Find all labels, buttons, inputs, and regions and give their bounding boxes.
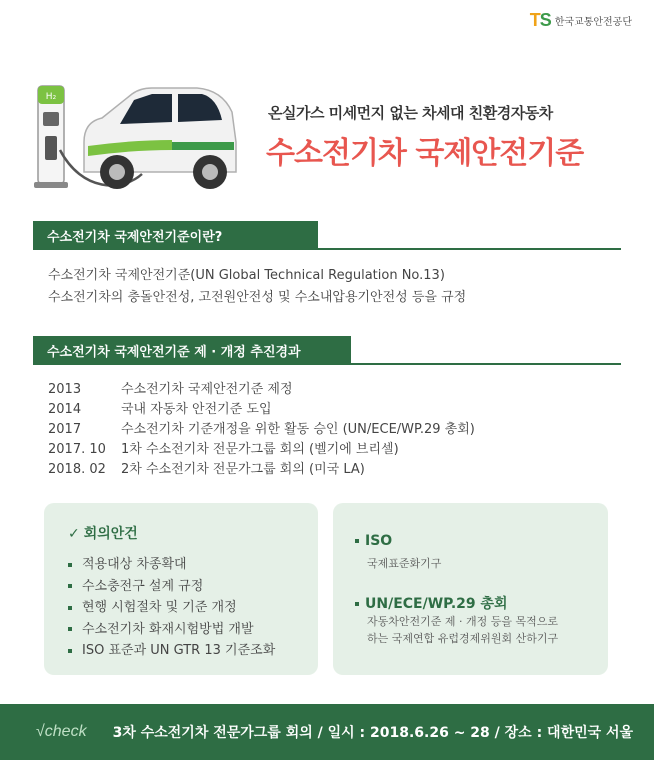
definition-line: 수소전기차 국제안전기준(UN Global Technical Regulation No.13) [48,268,445,283]
logo-org-name: 한국교통안전공단 [554,17,632,28]
definition-body-iso: 국제표준화기구 [367,557,442,570]
timeline-year: 2017. 10 [48,442,106,457]
section-heading-label: 수소전기차 국제안전기준 제 · 개정 추진경과 [33,336,351,365]
timeline-year: 2017 [48,422,82,437]
timeline-year: 2014 [48,402,82,417]
bullet-icon [68,606,72,610]
list-item [68,577,275,599]
timeline-row [48,460,475,480]
definition-body-wp29: 하는 국제연합 유럽경제위원회 산하기구 [367,632,559,645]
bullet-icon [68,563,72,567]
agenda-item: 수소충전구 설계 규정 [82,578,204,594]
bullet-icon [68,649,72,653]
agenda-item: 적용대상 차종확대 [82,557,187,572]
list-item [68,641,275,663]
bullet-icon [68,584,72,588]
meeting-info: 3차 수소전기차 전문가그룹 회의 / 일시 : 2018.6.26 ~ 28 / 장소 : 대한민국 서울 [112,725,634,741]
check-label: √check [36,723,87,740]
agenda-item: 수소전기차 화재시험방법 개발 [82,621,254,637]
timeline-row [48,440,475,460]
definition-line: 수소전기차의 충돌안전성, 고전원안전성 및 수소내압용기안전성 등을 규정 [48,290,467,305]
agenda-heading [68,523,138,543]
agenda-box [44,503,318,675]
definition-title-iso: ISO [355,533,392,549]
org-logo [530,10,632,31]
timeline-year: 2013 [48,382,82,397]
timeline-event: 국내 자동차 안전기준 도입 [121,402,272,417]
timeline-year: 2018. 02 [48,462,106,477]
bullet-icon [355,539,359,543]
section-heading-history [33,336,621,365]
footer-banner [0,704,654,760]
timeline-event: 2차 수소전기차 전문가그룹 회의 (미국 LA) [121,462,365,477]
list-item [68,620,275,642]
hydrogen-car-illustration [22,72,252,202]
section-divider [318,248,621,250]
definition-title-wp29: UN/ECE/WP.29 총회 [355,593,508,613]
section-heading-label: 수소전기차 국제안전기준이란? [33,221,318,250]
timeline-row [48,380,475,400]
timeline-row [48,420,475,440]
bullet-icon [68,627,72,631]
list-item [68,598,275,620]
agenda-list [68,555,275,663]
hydrogen-car-icon [84,88,236,189]
history-timeline [48,380,475,480]
timeline-event: 1차 수소전기차 전문가그룹 회의 (벨기에 브리셀) [121,442,399,457]
check-icon: ✓ [68,526,80,542]
agenda-heading-label: 회의안건 [83,526,138,542]
hero-subtitle: 온실가스 미세먼지 없는 차세대 친환경자동차 [268,104,553,122]
list-item [68,555,275,577]
timeline-event: 수소전기차 기준개정을 위한 활동 승인 (UN/ECE/WP.29 총회) [121,422,475,437]
timeline-row [48,400,475,420]
section-heading-definition [33,221,621,250]
section-divider [351,363,621,365]
bullet-icon [355,602,359,606]
agenda-item: ISO 표준과 UN GTR 13 기준조화 [82,643,276,658]
timeline-event: 수소전기차 국제안전기준 제정 [121,382,293,397]
svg-text:H₂: H₂ [45,92,57,102]
definitions-box [333,503,608,675]
page-title: 수소전기차 국제안전기준 [266,136,584,171]
definition-body-wp29: 자동차안전기준 제 · 개정 등을 목적으로 [367,615,558,628]
logo-mark: TS [529,10,551,30]
agenda-item: 현행 시험절차 및 기준 개정 [82,600,237,615]
